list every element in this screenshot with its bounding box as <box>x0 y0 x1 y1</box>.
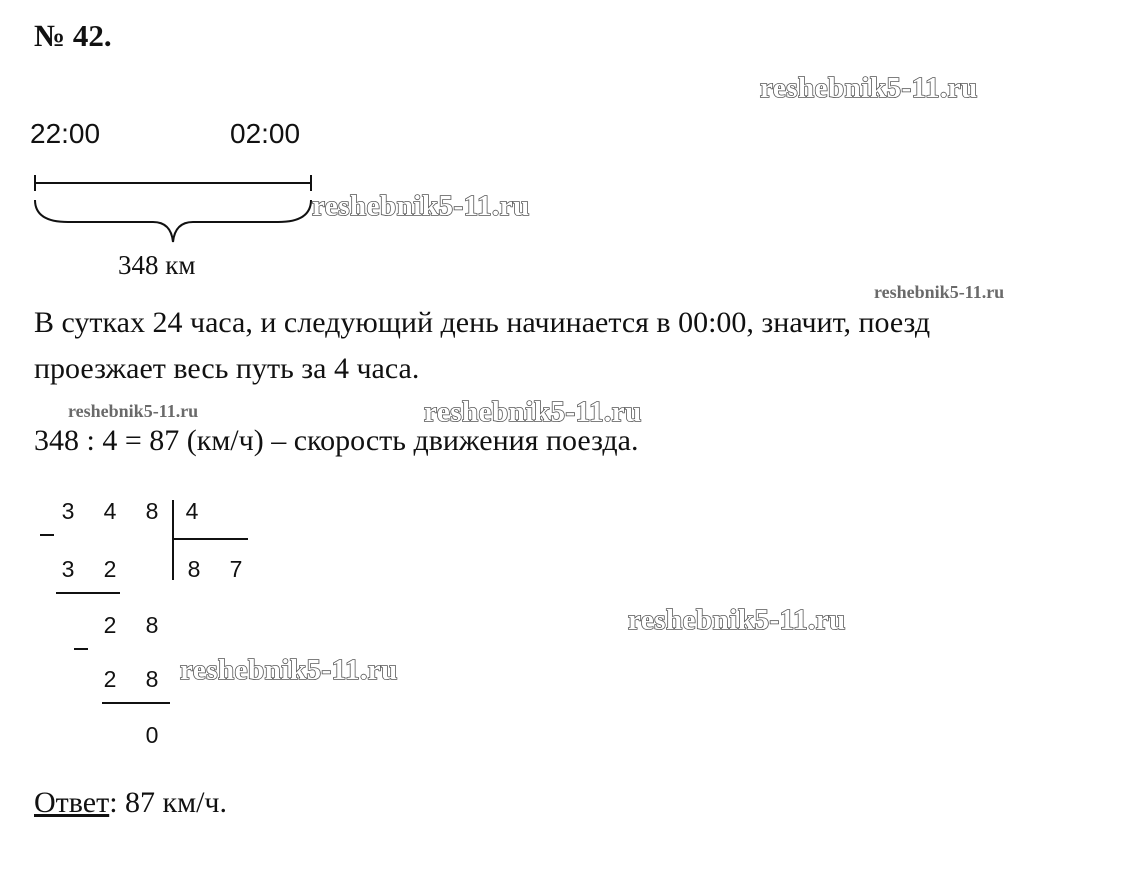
explanation-line-2: проезжает весь путь за 4 часа. <box>34 352 420 385</box>
answer-label: Ответ <box>34 786 110 819</box>
watermark: reshebnik5-11.ru <box>68 401 199 421</box>
subtrahend-digit: 8 <box>145 666 159 692</box>
distance-segment-diagram <box>28 170 318 250</box>
watermark: reshebnik5-11.ru <box>424 396 642 428</box>
dividend-digit: 3 <box>61 498 75 524</box>
remainder-digit: 8 <box>145 612 159 638</box>
answer-line <box>34 786 227 820</box>
subtraction-line <box>102 702 170 704</box>
speed-equation: 348 : 4 = 87 (км/ч) – скорость движения поезда. <box>34 424 639 457</box>
divisor-digit: 4 <box>185 498 199 524</box>
watermark: reshebnik5-11.ru <box>312 190 530 222</box>
distance-label: 348 км <box>118 250 196 280</box>
watermark: reshebnik5-11.ru <box>760 72 978 104</box>
end-time-label: 02:00 <box>230 118 301 149</box>
distance-brace <box>35 200 311 242</box>
dividend-digit: 4 <box>103 498 117 524</box>
start-time-label: 22:00 <box>30 118 101 149</box>
quotient-digit: 7 <box>229 556 243 582</box>
division-vertical-line <box>172 500 174 580</box>
subtrahend-digit: 2 <box>103 556 117 582</box>
subtrahend-digit: 3 <box>61 556 75 582</box>
explanation-line-1: В сутках 24 часа, и следующий день начинается в 00:00, значит, поезд <box>34 306 931 339</box>
dividend-digit: 8 <box>145 498 159 524</box>
subtraction-line <box>56 592 120 594</box>
answer-value: : 87 км/ч. <box>109 786 228 819</box>
minus-sign <box>40 534 54 536</box>
quotient-digit: 8 <box>187 556 201 582</box>
watermark: reshebnik5-11.ru <box>180 654 398 686</box>
final-remainder: 0 <box>145 722 159 748</box>
problem-number: № 42. <box>34 18 112 53</box>
remainder-digit: 2 <box>103 612 117 638</box>
subtrahend-digit: 2 <box>103 666 117 692</box>
divisor-underline <box>174 538 248 540</box>
minus-sign <box>74 648 88 650</box>
watermark: reshebnik5-11.ru <box>874 282 1005 302</box>
watermark: reshebnik5-11.ru <box>628 604 846 636</box>
